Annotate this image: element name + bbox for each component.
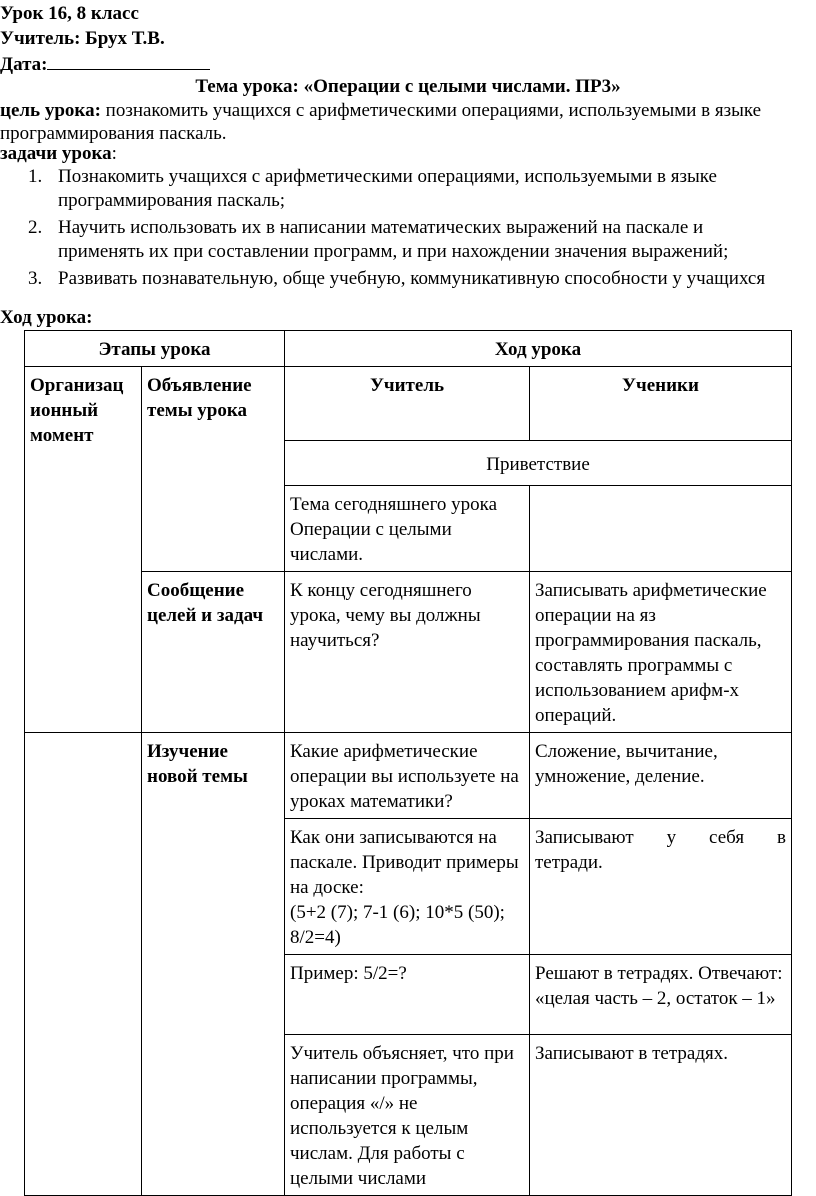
topic-students-cell: [530, 486, 792, 572]
r4-students-cell: Записывают в тетрадях.: [530, 1035, 792, 1196]
task-item: [0, 165, 790, 213]
task-item: [0, 216, 790, 264]
task-text: Научить использовать их в написании математических выражений на паскале и применять их при составлении программ, и при нахождении значения выражений;: [58, 217, 729, 262]
r4-teacher-cell: Учитель объясняет, что при написании программы, операция «/» не используется к целым числам. Для работы с целыми числами: [285, 1035, 530, 1196]
date-blank: [47, 53, 210, 70]
stage-empty-cell: [25, 733, 142, 1196]
tasks-heading: [0, 143, 117, 165]
goal-label: цель урока:: [0, 100, 101, 121]
date-label: Дата:: [0, 54, 48, 75]
task-text: Познакомить учащихся с арифметическими операциями, используемыми в языке программирования паскаль;: [58, 166, 717, 211]
r3-teacher-cell: Пример: 5/2=?: [285, 955, 530, 1035]
task-text: Развивать познавательную, обще учебную, коммуникативную способности у учащихся: [58, 268, 766, 289]
lesson-plan-table: [24, 330, 792, 1196]
stage-announce-topic: Объявление темы урока: [142, 367, 285, 572]
goals-students-cell: Записывать арифметические операции на яз программирования паскаль, составлять программы с использованием арифм-х операций.: [530, 572, 792, 733]
stages-header: Этапы урока: [25, 331, 285, 367]
students-column-header: Ученики: [530, 367, 792, 441]
task-number: 2.: [28, 217, 43, 238]
date-line: [0, 53, 210, 76]
teacher-name: Учитель: Брух Т.В.: [0, 28, 165, 49]
tasks-label: задачи урока: [0, 143, 112, 164]
stage-goals: Сообщение целей и задач: [142, 572, 285, 733]
stage-new-topic: Изучение новой темы: [142, 733, 285, 1196]
r2-students-line2: тетради.: [535, 852, 603, 873]
goal-text: познакомить учащихся с арифметическими операциями, используемыми в языке программирования паскаль.: [0, 100, 762, 144]
table-row: [25, 367, 792, 441]
r2-teacher-cell: [285, 819, 530, 955]
lesson-number: Урок 16, 8 класс: [0, 3, 139, 24]
r2-teacher-text: Как они записываются на паскале. Приводит примеры на доске:: [290, 827, 519, 898]
goals-teacher-cell: К концу сегодняшнего урока, чему вы должны научиться?: [285, 572, 530, 733]
r1-teacher-cell: Какие арифметические операции вы используете на уроках математики?: [285, 733, 530, 819]
task-item: [0, 267, 790, 291]
teacher-column-header: Учитель: [285, 367, 530, 441]
tasks-colon: :: [111, 143, 117, 164]
course-header: Ход урока: [285, 331, 792, 367]
table-header-row: [25, 331, 792, 367]
lesson-goal: [0, 99, 790, 145]
lesson-topic: Тема урока: «Операции с целыми числами. ПР3»: [195, 76, 621, 97]
stage-organizational: Организац ионный момент: [25, 367, 142, 733]
task-number: 3.: [28, 268, 43, 289]
task-number: 1.: [28, 166, 43, 187]
greeting-cell: Приветствие: [285, 441, 792, 486]
r3-students-cell: Решают в тетрадях. Отвечают: «целая часть – 2, остаток – 1»: [530, 955, 792, 1035]
table-row: [25, 733, 792, 819]
r2-students-line1: Записывают у себя в: [535, 827, 786, 848]
topic-teacher-cell: Тема сегодняшнего урока Операции с целыми числами.: [285, 486, 530, 572]
r2-teacher-examples: (5+2 (7); 7-1 (6); 10*5 (50); 8/2=4): [290, 902, 505, 948]
r1-students-cell: Сложение, вычитание, умножение, деление.: [530, 733, 792, 819]
tasks-list: [0, 165, 790, 294]
r2-students-cell: [530, 819, 792, 955]
course-heading: Ход урока:: [0, 307, 93, 328]
